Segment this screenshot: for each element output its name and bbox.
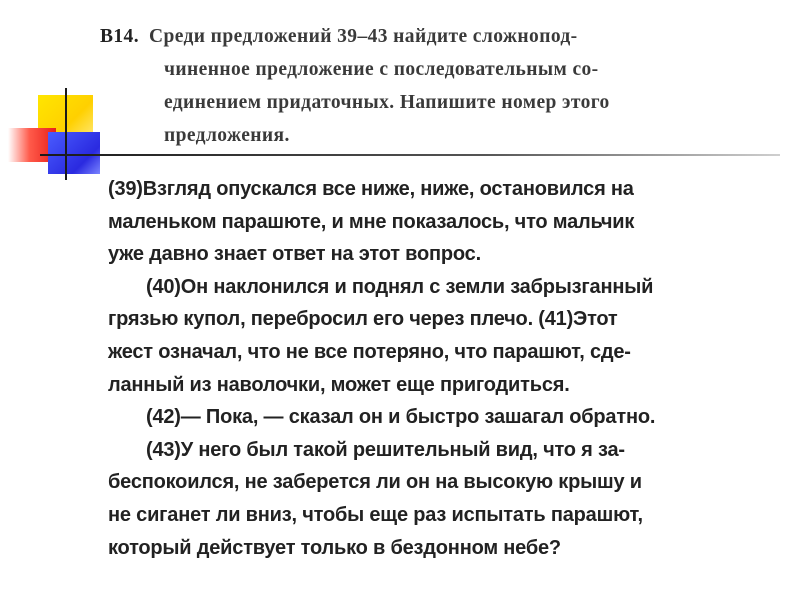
passage-line: беспокоился, не заберется ли он на высокую крышу и [108, 471, 642, 494]
passage-line: который действует только в бездонном небе? [108, 536, 561, 559]
task-line-1 [100, 20, 760, 53]
passage-line: (39)Взгляд опускался все ниже, ниже, остановился на [108, 178, 634, 200]
passage-line: маленьком парашюте, и мне показалось, что мальчик [108, 210, 635, 233]
task-block [100, 20, 760, 152]
passage-line: (43)У него был такой решительный вид, что я за- [146, 438, 625, 461]
passage-line: (42)— Пока, — сказал он и быстро зашагал обратно. [146, 406, 656, 429]
passage-line: жест означал, что не все потеряно, что парашют, сде- [108, 340, 631, 363]
decor-blue-square [48, 132, 100, 174]
reading-passage [108, 173, 780, 564]
decor-vertical-line [65, 88, 67, 180]
passage-line: ланный из наволочки, может еще пригодиться. [108, 373, 570, 396]
decor-horizontal-divider [40, 154, 780, 156]
task-number: В14. [100, 26, 139, 47]
task-line-2: чиненное предложение с последовательным со- [164, 59, 599, 80]
passage-line: (40)Он наклонился и поднял с земли забрызганный [146, 275, 654, 298]
task-line-4: предложения. [164, 125, 290, 146]
task-text: Среди предложений 39–43 найдите сложнопод- [148, 26, 578, 47]
task-line-3: единением придаточных. Напишите номер этого [164, 92, 610, 113]
passage-line: уже давно знает ответ на этот вопрос. [108, 243, 481, 266]
passage-line: не сиганет ли вниз, чтобы еще раз испытать парашют, [108, 503, 643, 526]
passage-line: грязью купол, перебросил его через плечо. (41)Этот [108, 308, 618, 331]
